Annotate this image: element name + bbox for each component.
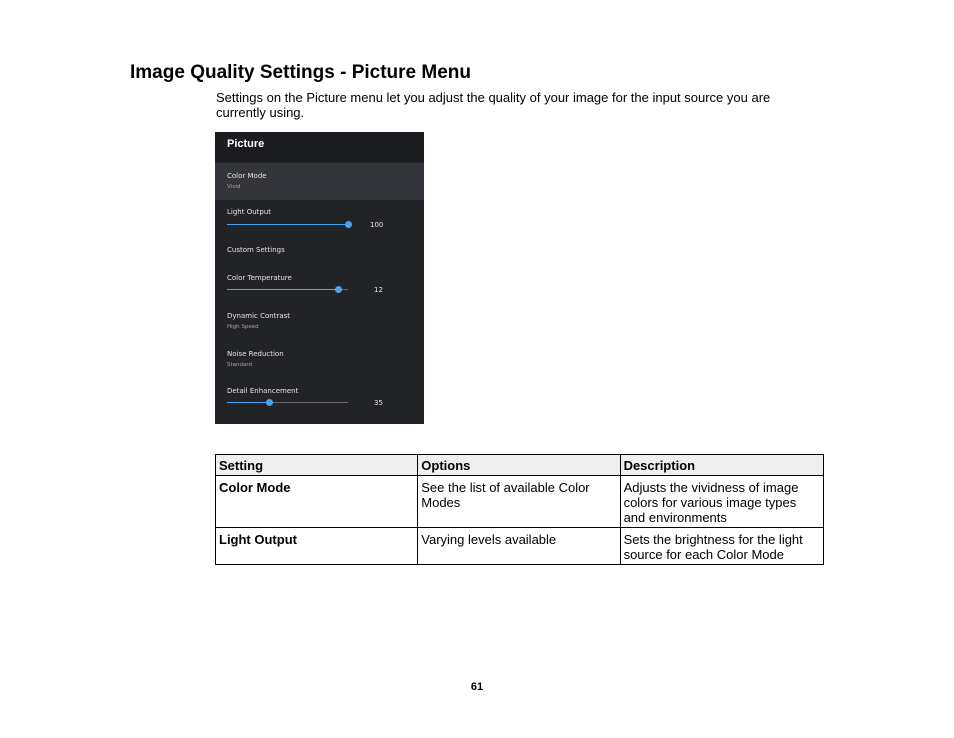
slider-value: 12 — [374, 286, 383, 294]
table-row — [216, 476, 824, 528]
menu-item-value: High Speed — [227, 324, 259, 330]
menu-item-value: Standard — [227, 362, 253, 368]
picture-menu-screenshot — [215, 132, 424, 424]
menu-item-custom-settings[interactable] — [215, 238, 424, 266]
menu-item-label: Detail Enhancement — [227, 387, 299, 395]
settings-table — [215, 454, 824, 565]
column-header-setting: Setting — [216, 455, 418, 476]
menu-item-noise-reduction[interactable] — [215, 342, 424, 380]
column-header-description: Description — [620, 455, 823, 476]
cell-options: See the list of available Color Modes — [418, 476, 620, 528]
menu-item-label: Color Mode — [227, 172, 267, 180]
cell-options: Varying levels available — [418, 528, 620, 565]
menu-item-label: Light Output — [227, 208, 272, 216]
color-temperature-slider[interactable] — [227, 289, 348, 290]
menu-item-label: Noise Reduction — [227, 350, 284, 358]
cell-setting: Light Output — [216, 528, 418, 565]
menu-item-color-mode[interactable] — [215, 163, 424, 200]
page-number: 61 — [470, 681, 484, 693]
menu-header — [215, 132, 424, 162]
detail-enhancement-slider[interactable] — [227, 402, 348, 403]
slider-knob[interactable] — [345, 221, 352, 228]
slider-value: 35 — [374, 399, 383, 407]
slider-fill — [227, 402, 269, 403]
menu-item-value: Vivid — [227, 184, 241, 190]
slider-fill — [227, 224, 348, 225]
page-heading: Image Quality Settings - Picture Menu — [130, 62, 472, 83]
menu-item-color-temperature[interactable] — [215, 266, 424, 304]
cell-description: Adjusts the vividness of image colors for various image types and environments — [620, 476, 823, 528]
slider-value: 100 — [370, 221, 384, 229]
slider-knob[interactable] — [335, 286, 342, 293]
slider-fill — [227, 289, 338, 290]
menu-item-light-output[interactable] — [215, 200, 424, 238]
column-header-options: Options — [418, 455, 620, 476]
cell-setting: Color Mode — [216, 476, 418, 528]
menu-item-label: Custom Settings — [227, 246, 285, 254]
table-header-row — [216, 455, 824, 476]
menu-title: Picture — [227, 138, 265, 150]
menu-item-label: Color Temperature — [227, 274, 292, 282]
menu-item-detail-enhancement[interactable] — [215, 380, 424, 420]
slider-knob[interactable] — [266, 399, 273, 406]
menu-item-label: Dynamic Contrast — [227, 312, 291, 320]
table-row — [216, 528, 824, 565]
intro-paragraph: Settings on the Picture menu let you adjust the quality of your image for the input source you are currently using. — [216, 90, 771, 120]
menu-item-dynamic-contrast[interactable] — [215, 304, 424, 342]
cell-description: Sets the brightness for the light source for each Color Mode — [620, 528, 823, 565]
light-output-slider[interactable] — [227, 224, 348, 225]
